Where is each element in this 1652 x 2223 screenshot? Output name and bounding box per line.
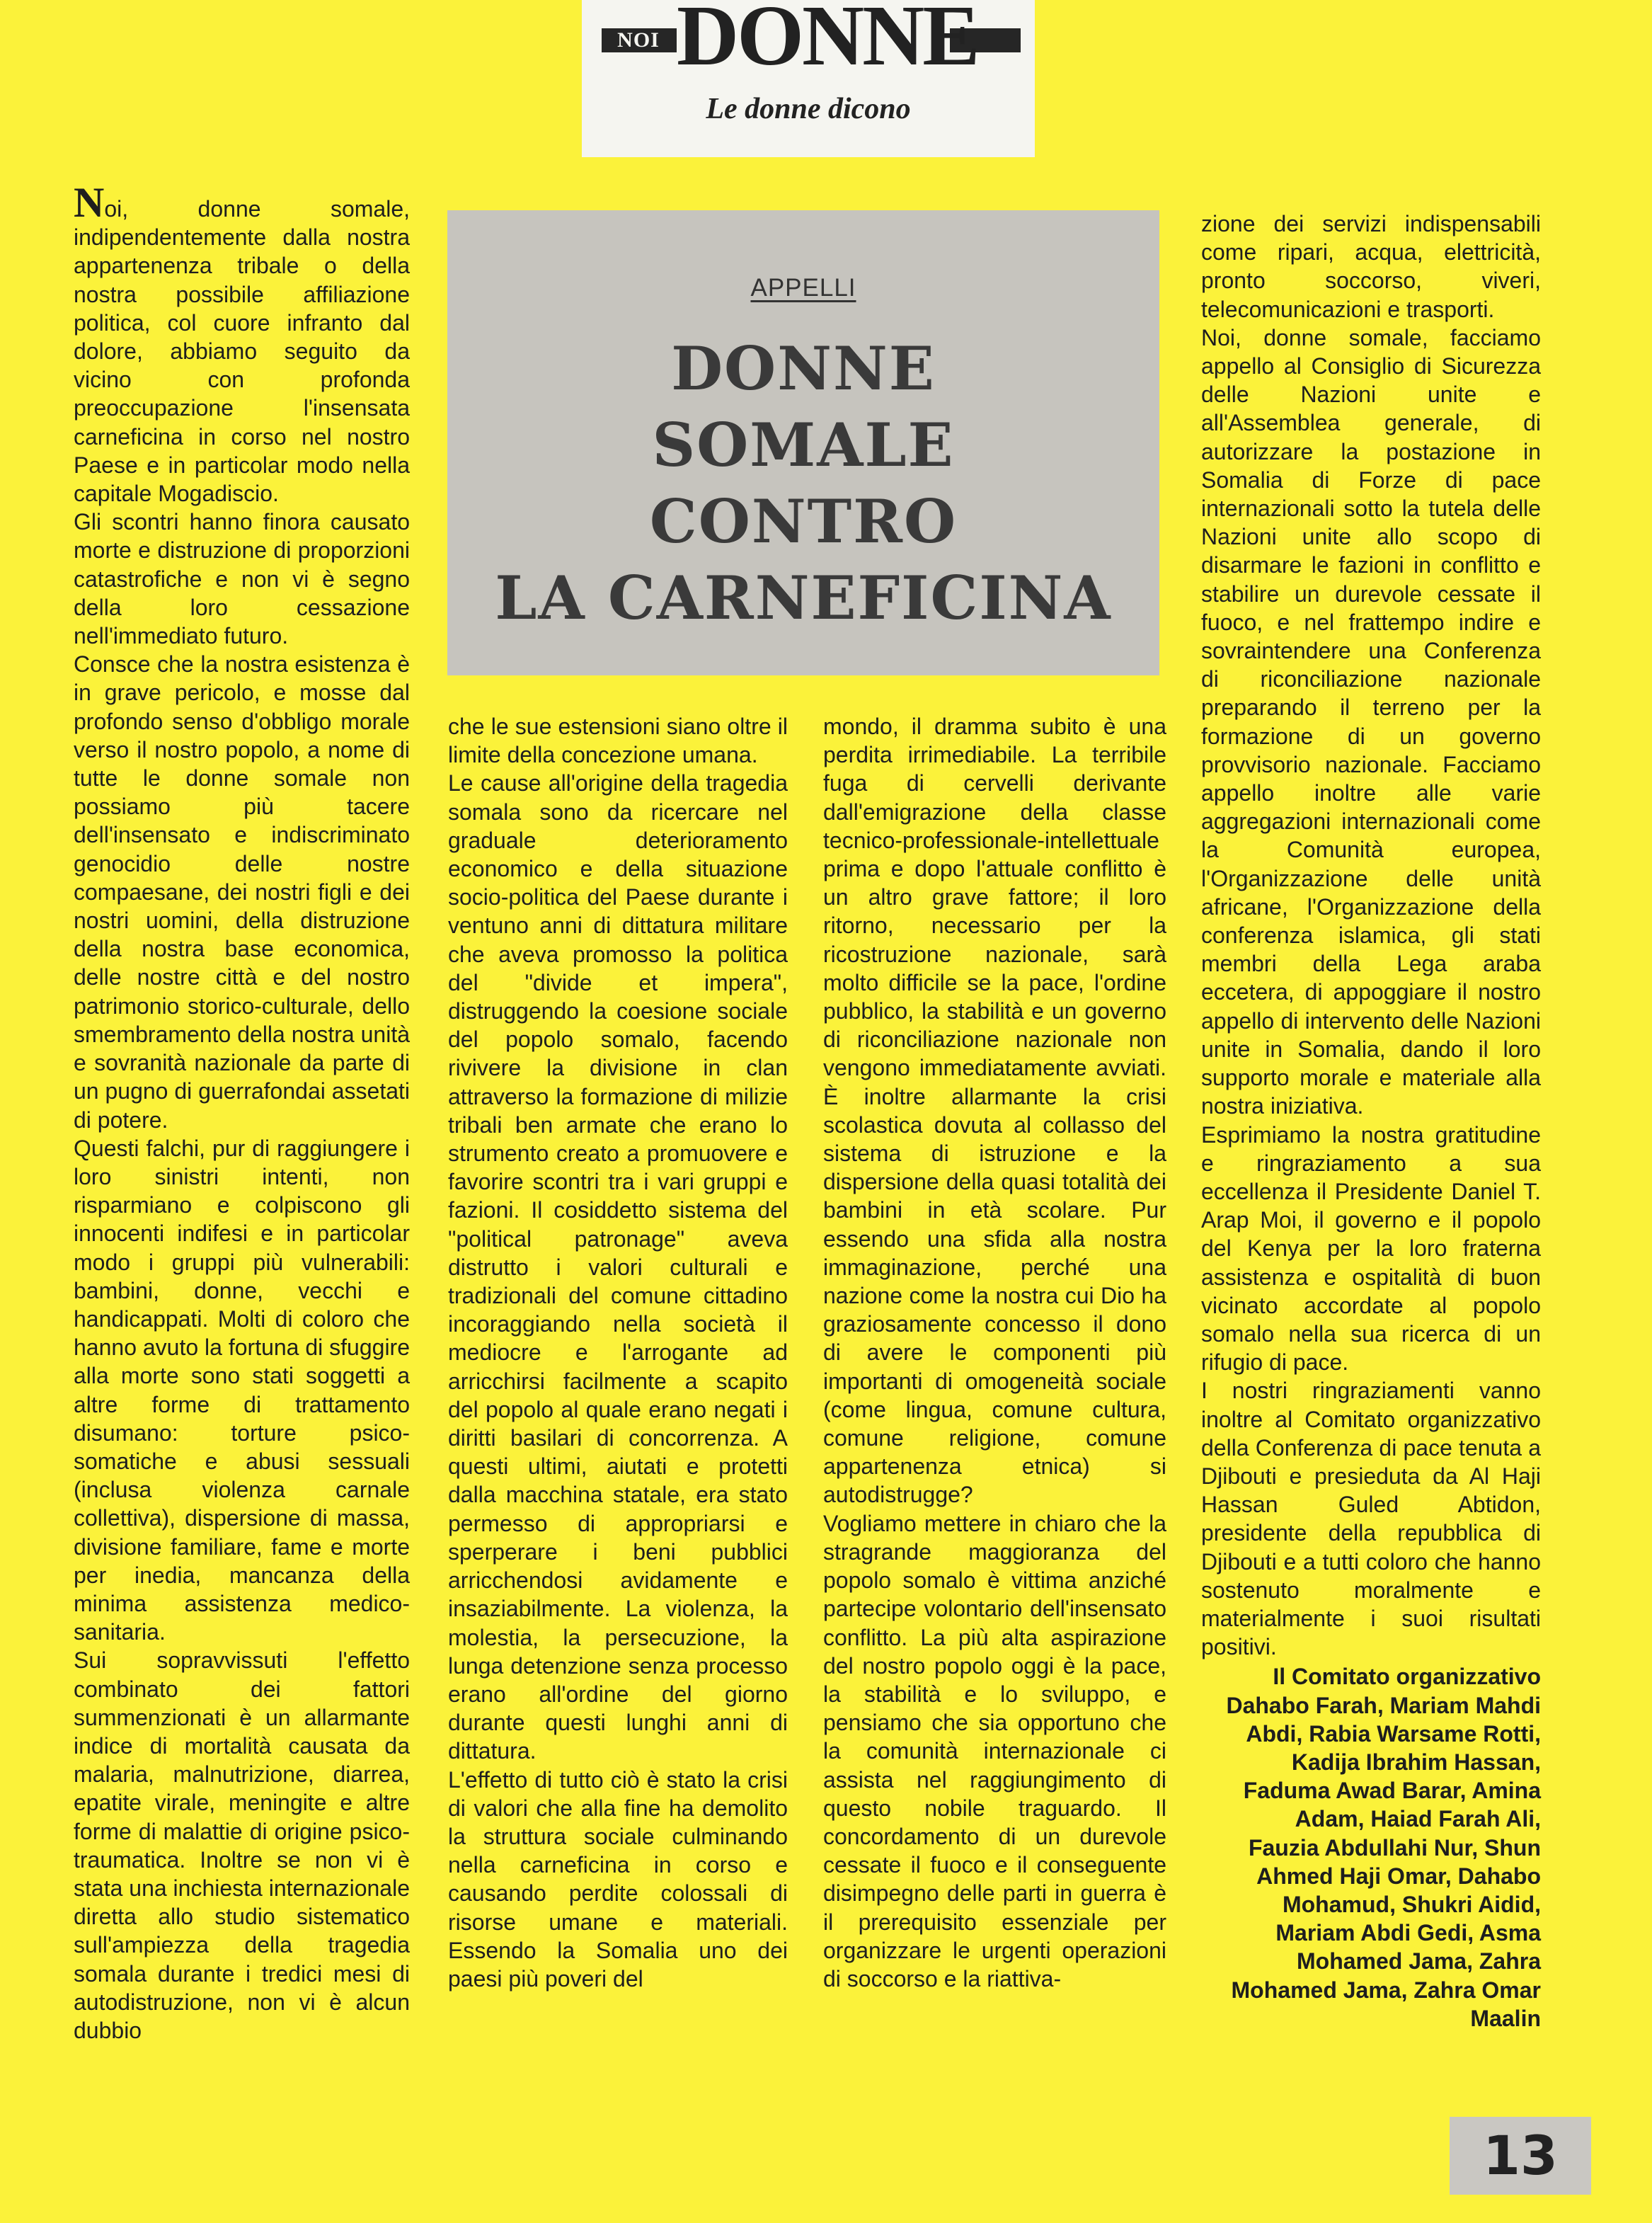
masthead-prefix: NOI [617,28,660,52]
signatures [1201,1662,1541,2033]
headline-line: LA CARNEFICINA [495,563,1112,633]
paragraph: L'effetto di tutto ciò è stato la crisi di valori che alla fine ha demolito la struttura sociale culminando nella carneficina in corso e causando perdite colossali di risorse umane e materiali. Essendo la Somalia uno dei paesi più poveri del [448,1766,788,1991]
drop-cap: N [74,179,105,226]
signature-line: Mariam Abdi Gedi, Asma [1275,1920,1541,1946]
headline-box [447,210,1159,675]
section-kicker: APPELLI [750,274,856,302]
masthead-title: DONNE [677,0,978,84]
signature-line: Fauzia Abdullahi Nur, Shun [1248,1834,1541,1861]
signature-line: Il Comitato organizzativo [1273,1664,1541,1690]
signature-line: Mohamed Jama, Zahra Omar [1231,1977,1541,2003]
signature-line: Mohamud, Shukri Aidid, [1282,1891,1541,1917]
paragraph: Sui sopravvissuti l'effetto combinato dei fattori summenzionati è un allarmante indice di mortalità causata da malaria, malnutrizione, diarrea, epatite virale, meningite e altre forme di malattie di origine psico-traumatica. Inoltre se non vi è stata una inchiesta internazionale diretta allo studio sistematico sull'ampiezza della tragedia somala durante i tredici mesi di autodistruzione, non vi è alcun dubbio [74,1647,410,2043]
masthead [582,0,1035,157]
signature-line: Abdi, Rabia Warsame Rotti, [1246,1720,1541,1747]
article-column-2 [448,712,788,1993]
paragraph: che le sue estensioni siano oltre il limite della concezione umana. [448,714,788,768]
signature-line: Dahabo Farah, Mariam Mahdi [1226,1692,1541,1718]
article-column-1 [74,179,411,2045]
headline-line: SOMALE [652,410,955,480]
article-column-4 [1201,210,1541,2033]
article-headline [447,331,1159,636]
signature-line: Maalin [1470,2005,1541,2031]
headline-line: CONTRO [649,486,958,556]
signature-line: Adam, Haiad Farah Ali, [1295,1806,1541,1832]
paragraph: Esprimiamo la nostra gratitudine e ringraziamento a sua eccellenza il Presidente Daniel T. Arap Moi, il governo e il popolo del Kenya per la loro fraterna assistenza e ospitalità di buon vicinato accordate al popolo somalo nella sua ricerca di un rifugio di pace. [1201,1121,1541,1376]
paragraph: Consce che la nostra esistenza è in grave pericolo, e mosse dal profondo senso d'obbligo morale verso il nostro popolo, a nome di tutte le donne somale non possiamo più tacere dell'insensato e indiscriminato genocidio delle nostre compaesane, dei nostri figli e dei nostri uomini, della distruzione della nostra base economica, delle nostre città e del nostro patrimonio storico-culturale, dello smembramento della nostra unità e sovranità nazionale da parte di un pugno di guerrafondai assetati di potere. [74,651,411,1133]
paragraph: Gli scontri hanno finora causato morte e distruzione di proporzioni catastrofiche e non vi è segno della loro cessazione nell'immediato futuro. [74,509,410,649]
paragraph: I nostri ringraziamenti vanno inoltre al Comitato organizzativo della Conferenza di pace tenuta a Djibouti e presieduta da Al Haji Hassan Guled Abtidon, presidente della repubblica di Djibouti e a tutti coloro che hanno sostenuto moralmente e materialmente i suoi risultati positivi. [1201,1378,1541,1660]
paragraph-text: oi, donne somale, indipendentemente dalla nostra appartenenza tribale o della nostra possibile affiliazione politica, col cuore infranto dal dolore, abbiamo seguito da vicino con profonda preoccupazione l'insensata carneficina in corso nel nostro Paese e in particolar modo nella capitale Mogadiscio. [74,196,410,507]
signature-line: Ahmed Haji Omar, Dahabo [1256,1863,1541,1889]
masthead-tagline: Le donne dicono [706,93,911,125]
headline-line: DONNE [671,333,936,404]
paragraph: Le cause all'origine della tragedia somala sono da ricercare nel graduale deterioramento economico e della situazione socio-politica del Paese durante i ventuno anni di dittatura militare che aveva promosso la politica del "divide et impera", distruggendo la coesione sociale del popolo somalo, facendo rivivere la divisione in clan attraverso la formazione di milizie tribali ben armate che erano lo strumento creato a promuovere e favorire scontri tra i vari gruppi e fazioni. Il cosiddetto sistema del "political patronage" aveva distrutto i valori culturali e tradizionali del comune cittadino incoraggiando nella società il mediocre e l'arrogante ad arricchirsi facilmente a scapito del popolo al quale erano negati i diritti basilari di concorrenza. A questi ultimi, aiutati e protetti dalla macchina statale, era stato permesso di appropriarsi e sperperare i beni pubblici arricchendosi avidamente e insaziabilmente. La violenza, la molestia, la persecuzione, la lunga detenzione senza processo erano all'ordine del giorno durante questi lunghi anni di dittatura. [448,770,788,1764]
paragraph: mondo, il dramma subito è una perdita irrimediabile. La terribile fuga di cervelli derivante dall'emigrazione della classe tecnico-professionale-intellettuale prima e dopo l'attuale conflitto è un altro grave fattore; il loro ritorno, necessario per la ricostruzione nazionale, sarà molto difficile se la pace, l'ordine pubblico, la stabilità e un governo di riconciliazione nazionale non vengono immediatamente avviati. È inoltre allarmante la crisi scolastica dovuta al collasso del sistema di istruzione e la dispersione della quasi totalità dei bambini in età scolare. Pur essendo una sfida alla nostra immaginazione, perché una nazione come la nostra cui Dio ha graziosamente concesso il dono di avere le componenti più importanti di omogeneità sociale (come lingua, comune cultura, comune religione, comune appartenenza etnica) si autodistrugge? [823,714,1166,1508]
article-column-3 [823,712,1166,1993]
signature-line: Kadija Ibrahim Hassan, [1291,1749,1541,1775]
paragraph: Questi falchi, pur di raggiungere i loro sinistri intenti, non risparmiano e colpiscono gli innocenti indifesi e in particolar modo i gruppi più vulnerabili: bambini, donne, vecchi e handicappati. Molti di coloro che hanno avuto la fortuna di sfuggire alla morte sono stati soggetti a altre forme di trattamento disumano: torture psico-somatiche e abusi sessuali (inclusa violenza carnale collettiva), dispersione di massa, divisione familiare, fame e morte per inedia, mancanza della minima assistenza medico-sanitaria. [74,1135,410,1645]
signature-line: Mohamed Jama, Zahra [1297,1948,1541,1975]
signature-line: Faduma Awad Barar, Amina [1243,1778,1541,1804]
paragraph: Vogliamo mettere in chiaro che la stragrande maggioranza del popolo somalo è vittima anziché partecipe volontario dell'insensato conflitto. La più alta aspirazione del nostro popolo oggi è la pace, la stabilità e lo sviluppo, e pensiamo che sia opportuno che la comunità internazionale ci assista nel raggiungimento di questo nobile traguardo. Il concordamento di un durevole cessate il fuoco e il conseguente disimpegno delle parti in guerra è il prerequisito essenziale per organizzare le urgenti operazioni di soccorso e la riattiva- [823,1510,1166,1991]
page-number: 13 [1450,2117,1591,2195]
paragraph [74,179,410,508]
paragraph: zione dei servizi indispensabili come ripari, acqua, elettricità, pronto soccorso, viveri, telecomunicazioni e trasporti. [1201,211,1541,322]
paragraph: Noi, donne somale, facciamo appello al Consiglio di Sicurezza delle Nazioni unite e all'Assemblea generale, di autorizzare la postazione in Somalia di Forze di pace internazionali sotto la tutela delle Nazioni unite allo scopo di disarmare le fazioni in conflitto e stabilire un durevole cessate il fuoco, e nel frattempo indire e sovraintendere una Conferenza di riconciliazione nazionale preparando il terreno per la formazione di un governo provvisorio nazionale. Facciamo appello inoltre alle varie aggregazioni internazionali come la Comunità europea, l'Organizzazione delle unità africane, l'Organizzazione della conferenza islamica, gli stati membri della Lega araba eccetera, di appoggiare il nostro appello di intervento delle Nazioni unite in Somalia, dando il loro supporto morale e materiale alla nostra iniziativa. [1201,324,1541,1119]
